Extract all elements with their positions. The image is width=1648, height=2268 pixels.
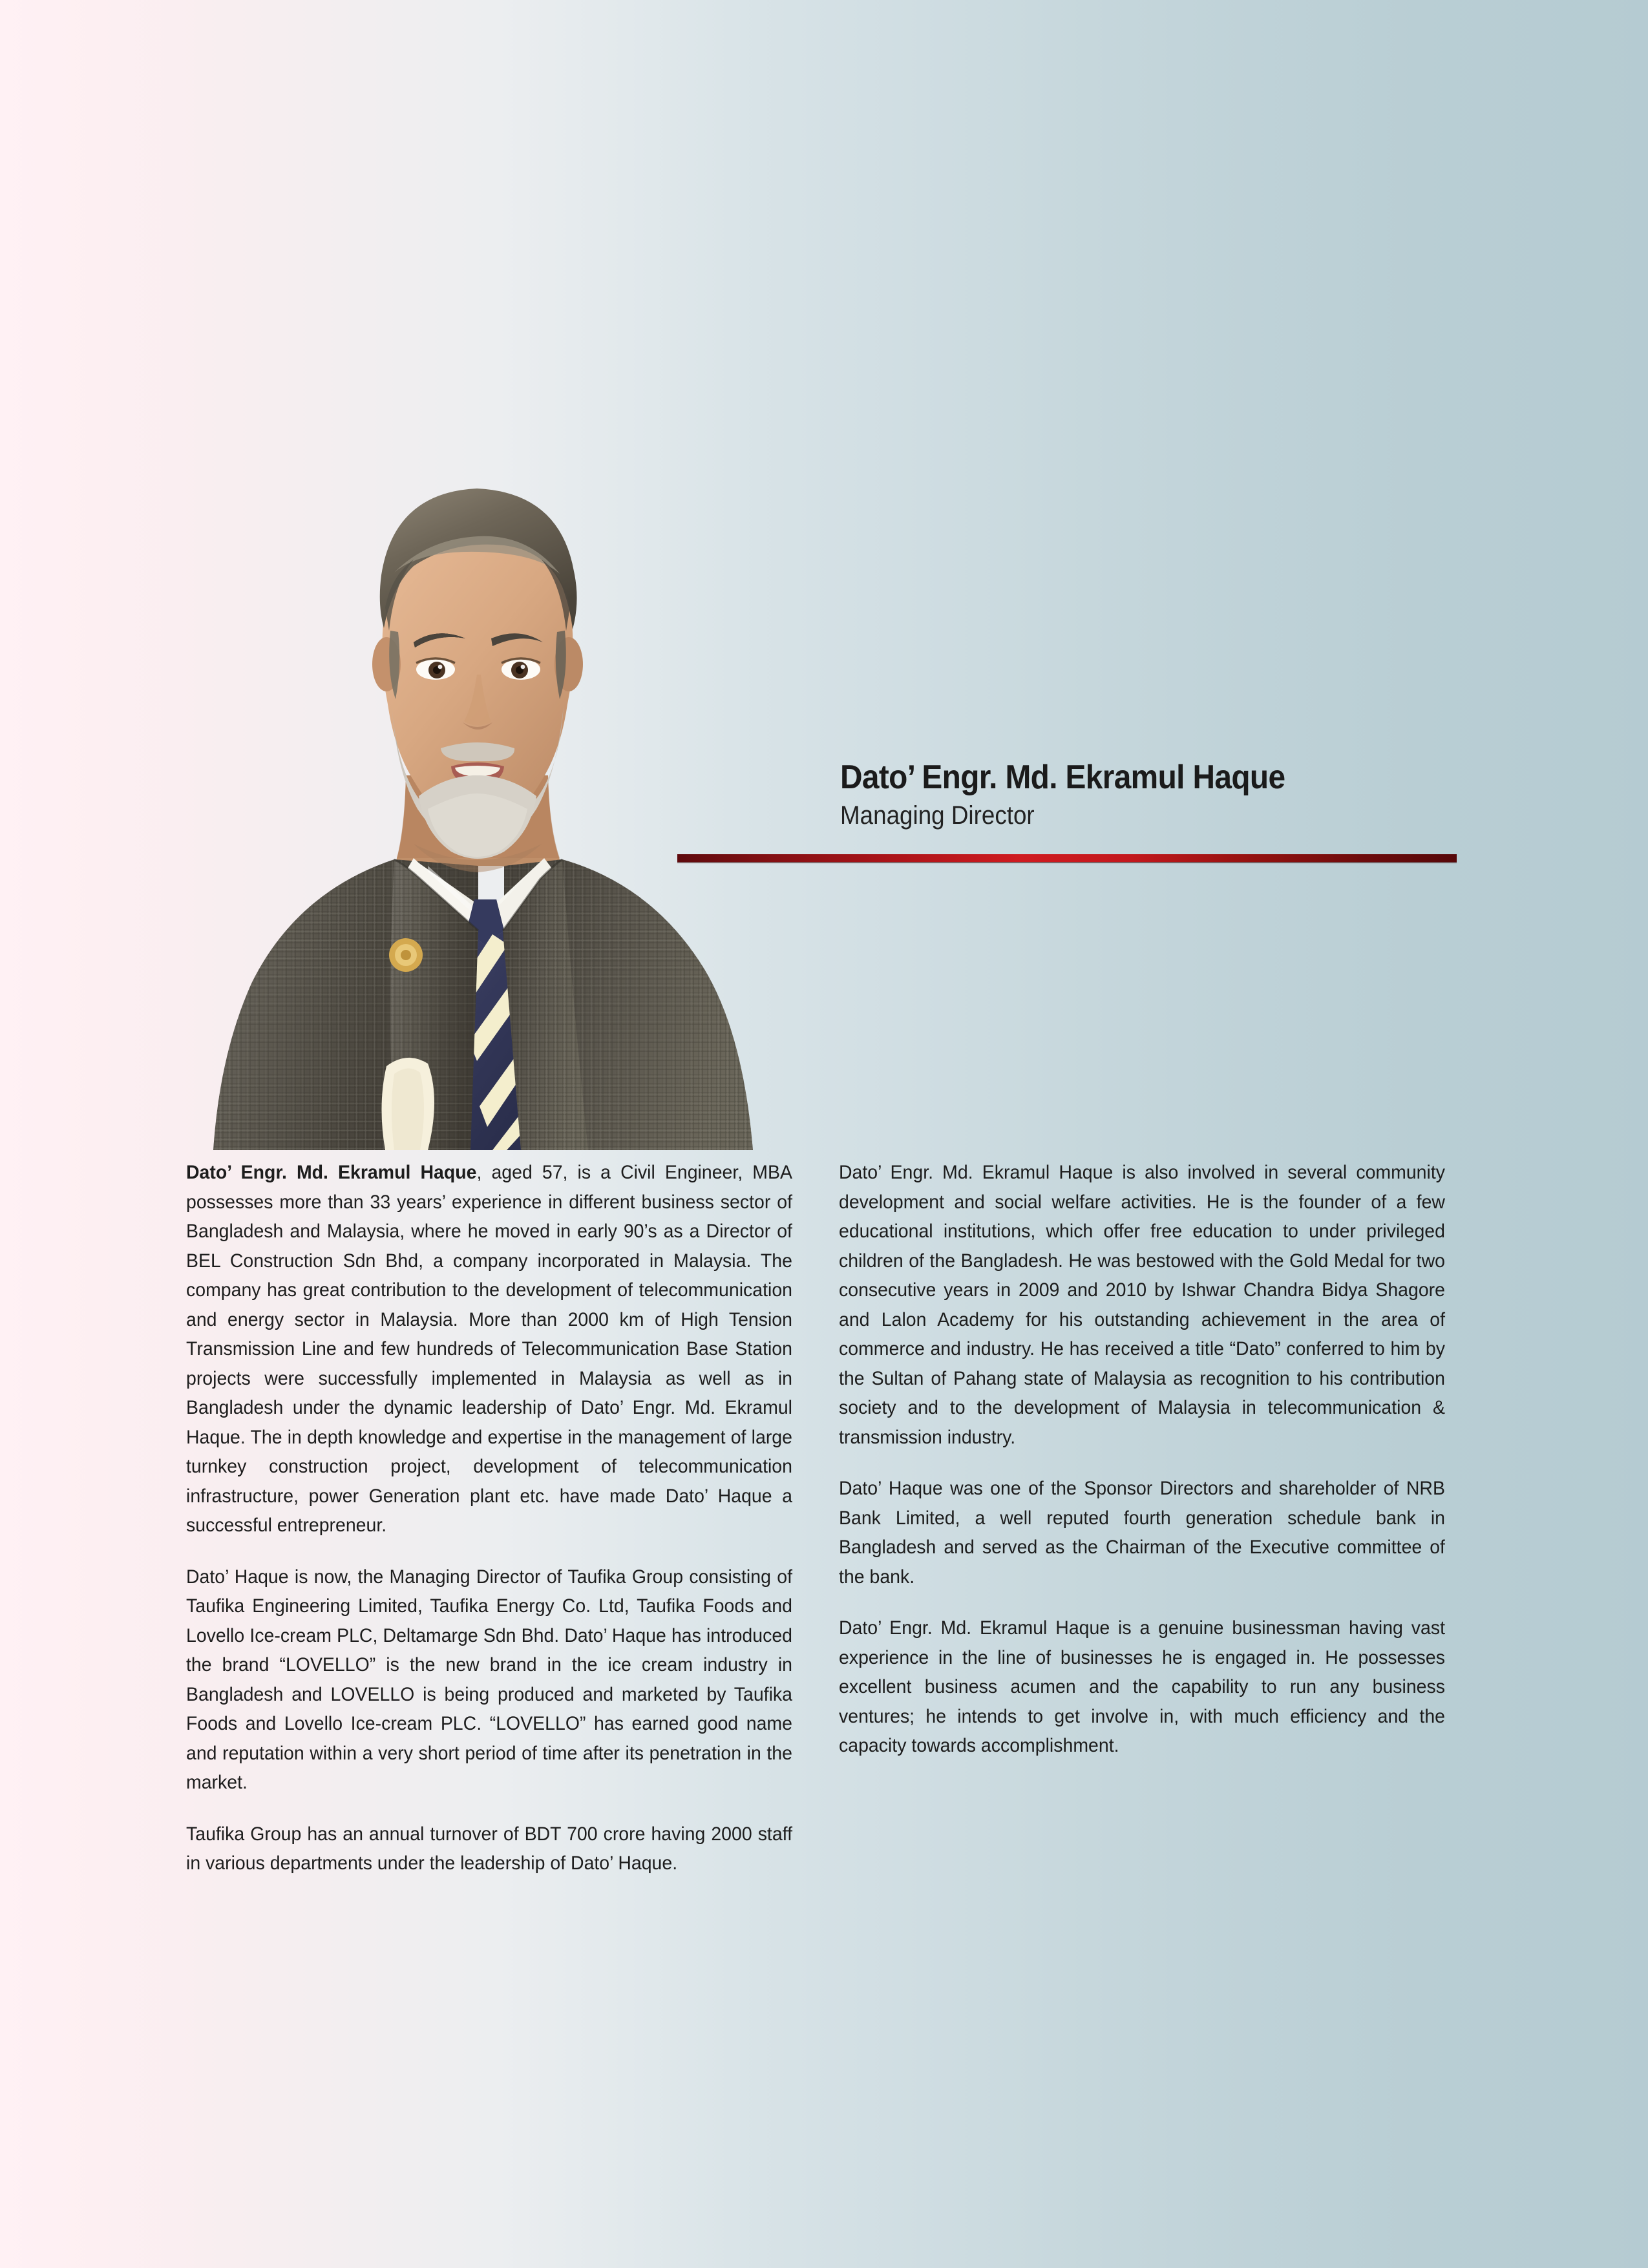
paragraph-lead: Dato’ Engr. Md. Ekramul Haque: [186, 1162, 477, 1183]
body-columns: [186, 1158, 1467, 1878]
right-text-column: [839, 1158, 1467, 1878]
paragraph: Dato’ Engr. Md. Ekramul Haque is also involved in several community development and social welfare activities. He is the founder of a few educational institutions, which offer free education to under privileged children of the Bangladesh. He was bestowed with the Gold Medal for two consecutive years in 2009 and 2010 by Ishwar Chandra Bidya Shagore and Lalon Academy for his outstanding achievement in the area of commerce and industry. He has received a title “Dato” conferred to him by the Sultan of Pahang state of Malaysia as recognition to his contribution society and to the development of Malaysia in telecommunication & transmission industry.: [839, 1162, 1445, 1448]
lapel-pin-icon: [389, 938, 423, 972]
paragraph: Dato’ Haque is now, the Managing Director of Taufika Group consisting of Taufika Engineering Limited, Taufika Energy Co. Ltd, Taufika Foods and Lovello Ice-cream PLC, Deltamarge Sdn Bhd. Dato’ Haque has introduced the brand “LOVELLO” is the new brand in the ice cream industry in Bangladesh and LOVELLO is being produced and marketed by Taufika Foods and Lovello Ice-cream PLC. “LOVELLO” has earned good name and reputation within a very short period of time after its penetration in the market.: [186, 1566, 792, 1793]
page-title: Dato’ Engr. Md. Ekramul Haque: [840, 759, 1285, 796]
left-text-column: [186, 1158, 814, 1878]
paragraph: Taufika Group has an annual turnover of BDT 700 crore having 2000 staff in various departments under the leadership of Dato’ Haque.: [186, 1823, 792, 1874]
person-role: Managing Director: [840, 801, 1035, 830]
paragraph: Dato’ Engr. Md. Ekramul Haque, aged 57, is a Civil Engineer, MBA possesses more than 33 years’ experience in different business sector of Bangladesh and Malaysia, where he moved in early 90’s as a Director of BEL Construction Sdn Bhd, a company incorporated in Malaysia. The company has great contribution to the development of telecommunication and energy sector in Malaysia. More than 2000 km of High Tension Transmission Line and few hundreds of Telecommunication Base Station projects were successfully implemented in Malaysia as well as in Bangladesh under the dynamic leadership of Dato’ Engr. Md. Ekramul Haque. The in depth knowledge and expertise in the management of large turnkey construction project, development of telecommunication infrastructure, power Generation plant etc. have made Dato’ Haque a successful entrepreneur.: [186, 1162, 792, 1536]
portrait-illustration: [200, 414, 763, 1150]
paragraph: Dato’ Engr. Md. Ekramul Haque is a genuine businessman having vast experience in the line of businesses he is engaged in. He possesses excellent business acumen and the capability to run any business ventures; he intends to get involve in, with much efficiency and the capacity towards accomplishment.: [839, 1617, 1445, 1756]
portrait-photo: [200, 414, 763, 1150]
person-name-block: [840, 759, 1486, 831]
paragraph: Dato’ Haque was one of the Sponsor Directors and shareholder of NRB Bank Limited, a well reputed fourth generation schedule bank in Bangladesh and served as the Chairman of the Executive committee of the bank.: [839, 1478, 1445, 1588]
divider-rule: [677, 854, 1457, 862]
